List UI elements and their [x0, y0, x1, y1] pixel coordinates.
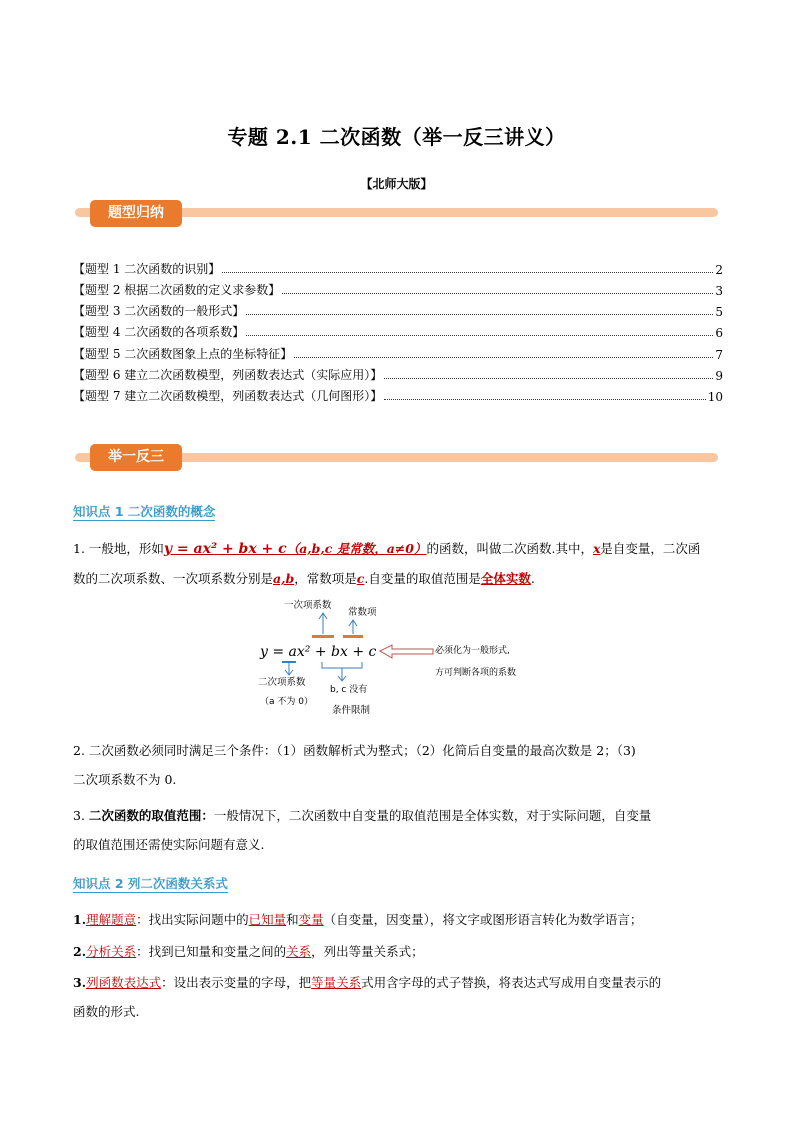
bracket-mark: [322, 662, 362, 668]
toc-item-label: 【题型 5 二次函数图象上点的坐标特征】: [73, 347, 293, 361]
section-tag-types: 题型归纳: [90, 200, 182, 227]
kp2-step-3: [73, 968, 723, 1026]
general-form-equation: y = ax² + bx + c: [163, 541, 287, 557]
bar-mark: [343, 635, 363, 638]
toc-item[interactable]: [73, 277, 723, 298]
toc-leader: [384, 399, 705, 400]
toc-item-page: 9: [715, 369, 723, 383]
variable-x: x: [592, 541, 601, 556]
knowledge-point-1-title: [73, 502, 215, 520]
domain-all-reals: 全体实数: [480, 571, 531, 586]
step-number: 2.: [73, 944, 87, 959]
toc-item-page: 3: [715, 284, 723, 298]
toc-item-page: 6: [715, 326, 723, 340]
text: 是自变量，二次函: [600, 541, 701, 556]
knowledge-point-2-title: [73, 874, 228, 892]
key-term: 理解题意: [86, 912, 137, 927]
label-linear-coefficient: 一次项系数: [284, 600, 332, 611]
toc-leader: [246, 314, 713, 315]
toc-item-label: 【题型 3 二次函数的一般形式】: [73, 304, 245, 318]
constant-c: c: [356, 571, 365, 586]
kp2-step-2: [73, 937, 723, 966]
kp2-title-text: 知识点 2 列二次函数关系式: [73, 876, 228, 891]
label-a-nonzero: （a 不为 0）: [260, 697, 313, 707]
toc-item[interactable]: [73, 256, 723, 277]
label-constant-term: 常数项: [348, 607, 377, 618]
label-bc-no: b, c 没有: [330, 685, 368, 695]
text: 的函数，叫做二次函数.其中，: [426, 541, 593, 556]
underline-mark: [282, 661, 296, 663]
diagram-equation: y = ax² + bx + c: [260, 644, 377, 660]
kp1-paragraph-2: [73, 736, 723, 794]
toc-leader: [246, 335, 713, 336]
text: .自变量的取值范围是: [364, 571, 481, 586]
page-title: 专题 2.1 二次函数（举一反三讲义）: [227, 125, 566, 149]
toc-item-page: 7: [715, 348, 723, 362]
coefficients-ab: a,b: [273, 571, 295, 586]
toc-item-page: 5: [715, 305, 723, 319]
toc-item-label: 【题型 1 二次函数的识别】: [73, 262, 221, 276]
text: ：找到已知量和变量之间的: [136, 944, 287, 959]
text: 式用含字母的式子替换，将表达式写成用自变量表示的: [361, 975, 662, 990]
section-tag-examples: 举一反三: [90, 444, 182, 471]
toc-item[interactable]: [73, 383, 723, 404]
text: 一般情况下，二次函数中自变量的取值范围是全体实数，对于实际问题，自变量: [213, 808, 652, 823]
text: 3.: [73, 808, 89, 823]
step-number: 1.: [73, 912, 87, 927]
kp1-paragraph-3: [73, 801, 723, 859]
text: ：找出实际问题中的: [136, 912, 249, 927]
toc-item-page: 10: [707, 390, 723, 404]
toc-item-label: 【题型 2 根据二次函数的定义求参数】: [73, 283, 281, 297]
arrow-left-icon: [380, 645, 433, 658]
text: 数的二次项系数、一次项系数分别是: [73, 571, 274, 586]
note-general-form: 必须化为一般形式,: [435, 646, 510, 656]
text: （自变量，因变量），将文字或图形语言转化为数学语言；: [323, 912, 643, 927]
toc-item[interactable]: [73, 341, 723, 362]
text: 和: [286, 912, 299, 927]
toc-item-label: 【题型 4 二次函数的各项系数】: [73, 325, 245, 339]
key-term: 关系: [286, 944, 312, 959]
label-quadratic-coefficient: 二次项系数: [258, 677, 306, 688]
toc-item-page: 2: [715, 263, 723, 277]
text: ，列出等量关系式；: [311, 944, 424, 959]
toc-leader: [222, 272, 713, 273]
label-bc-unlimited: 条件限制: [332, 705, 371, 716]
toc-leader: [384, 378, 713, 379]
text: ，常数项是: [294, 571, 357, 586]
coefficient-condition: （a,b,c 是常数，a≠0）: [286, 541, 427, 556]
key-term: 分析关系: [86, 944, 137, 959]
text: 二次项系数不为 0.: [73, 772, 177, 787]
text: 的取值范围还需使实际问题有意义.: [73, 837, 265, 852]
kp1-title-text: 知识点 1 二次函数的概念: [73, 504, 216, 519]
edition-label: 【北师大版】: [360, 177, 433, 191]
kp2-step-1: [73, 905, 723, 934]
text: ：设出表示变量的字母，把: [161, 975, 312, 990]
toc-item[interactable]: [73, 319, 723, 340]
key-term: 等量关系: [311, 975, 362, 990]
key-term: 已知量: [248, 912, 287, 927]
general-form-diagram: [250, 596, 550, 720]
kp1-paragraph-1: [73, 534, 723, 593]
text: 2. 二次函数必须同时满足三个条件：（1）函数解析式为整式；（2）化简后自变量的最高次数是 2；（3): [73, 743, 636, 758]
step-number: 3.: [73, 975, 87, 990]
toc-item[interactable]: [73, 298, 723, 319]
toc-leader: [282, 293, 713, 294]
note-judge-coefficients: 方可判断各项的系数: [435, 668, 517, 678]
text: .: [530, 571, 535, 586]
key-term: 列函数表达式: [86, 975, 162, 990]
toc-item[interactable]: [73, 362, 723, 383]
toc-leader: [294, 357, 713, 358]
key-term: 变量: [298, 912, 324, 927]
text: 函数的形式.: [73, 1004, 140, 1019]
toc-item-label: 【题型 7 建立二次函数模型，列函数表达式（几何图形）】: [73, 389, 383, 403]
bar-mark: [312, 635, 334, 638]
text: 1. 一般地，形如: [73, 541, 164, 556]
toc-item-label: 【题型 6 建立二次函数模型，列函数表达式（实际应用）】: [73, 368, 383, 382]
bold-term: 二次函数的取值范围：: [88, 808, 214, 823]
